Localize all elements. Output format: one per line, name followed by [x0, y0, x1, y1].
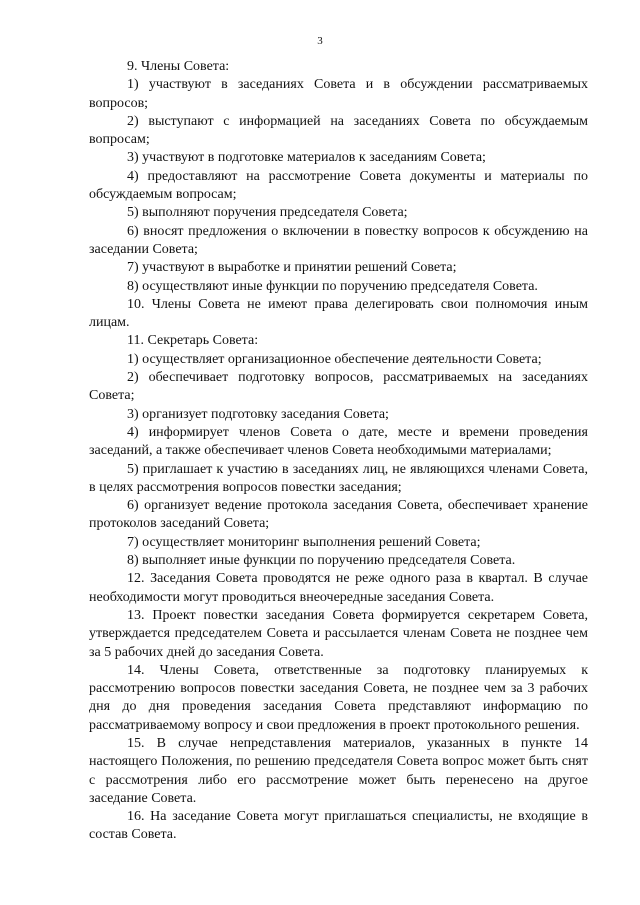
paragraph-9-item-5: 5) выполняют поручения председателя Совета;: [127, 205, 408, 221]
paragraph-11-item-8: 8) выполняет иные функции по поручению председателя Совета.: [127, 553, 516, 569]
paragraph-12: 12. Заседания Совета проводятся не реже одного раза в квартал. В случае необходимости могут проводиться внеочередные заседания Совета.: [89, 571, 588, 605]
paragraph-13: 13. Проект повестки заседания Совета формируется секретарем Совета, утверждается председателем Совета и рассылается членам Совета не позднее чем за 5 рабочих дней до заседания Совета.: [89, 607, 588, 660]
paragraph-11-item-2: 2) обеспечивает подготовку вопросов, рассматриваемых на заседаниях Совета;: [89, 370, 588, 404]
paragraph-15: 15. В случае непредставления материалов, указанных в пункте 14 настоящего Положения, по решению председателя Совета вопрос может быть снят с рассмотрения либо его рассмотрение может быть перенесено на другое заседание Совета.: [89, 735, 588, 806]
paragraph-11-item-4: 4) информирует членов Совета о дате, месте и времени проведения заседаний, а также обеспечивает членов Совета необходимыми материалами;: [89, 424, 588, 459]
paragraph-10: 10. Члены Совета не имеют права делегировать свои полномочия иным лицам.: [89, 296, 588, 331]
paragraph-11-item-7: 7) осуществляет мониторинг выполнения решений Совета;: [127, 534, 481, 550]
paragraph-11-item-6: 6) организует ведение протокола заседания Совета, обеспечивает хранение протоколов заседаний Совета;: [89, 498, 588, 532]
paragraph-11-item-3: 3) организует подготовку заседания Совета;: [127, 406, 389, 422]
paragraph-11-item-1: 1) осуществляет организационное обеспечение деятельности Совета;: [127, 351, 542, 367]
paragraph-9-item-1: 1) участвуют в заседаниях Совета и в обсуждении рассматриваемых вопросов;: [89, 77, 588, 111]
paragraph-14: 14. Члены Совета, ответственные за подготовку планируемых к рассмотрению вопросов повестки заседания Совета, не позднее чем за 3 рабочих дня до дня проведения заседания Совета представляют информацию по рассматриваемому вопросу и свои предложения в проект протокольного решения.: [89, 662, 588, 733]
paragraph-11-item-5: 5) приглашает к участию в заседаниях лиц, не являющихся членами Совета, в целях рассмотрения вопросов повестки заседания;: [89, 461, 588, 495]
paragraph-9-item-8: 8) осуществляют иные функции по поручению председателя Совета.: [127, 278, 538, 294]
document-body: [89, 58, 588, 845]
paragraph-9-item-3: 3) участвуют в подготовке материалов к заседаниям Совета;: [127, 150, 486, 166]
paragraph-9-item-2: 2) выступают с информацией на заседаниях Совета по обсуждаемым вопросам;: [89, 113, 588, 148]
paragraph-9-heading: 9. Члены Совета:: [127, 59, 230, 74]
page-number: 3: [317, 35, 323, 47]
paragraph-11-heading: 11. Секретарь Совета:: [127, 333, 259, 349]
paragraph-9-item-4: 4) предоставляют на рассмотрение Совета документы и материалы по обсуждаемым вопросам;: [89, 168, 588, 203]
paragraph-16: 16. На заседание Совета могут приглашаться специалисты, не входящие в состав Совета.: [89, 809, 588, 843]
paragraph-9-item-7: 7) участвуют в выработке и принятии решений Совета;: [127, 260, 457, 276]
paragraph-9-item-6: 6) вносят предложения о включении в повестку вопросов к обсуждению на заседании Совета;: [89, 223, 588, 257]
